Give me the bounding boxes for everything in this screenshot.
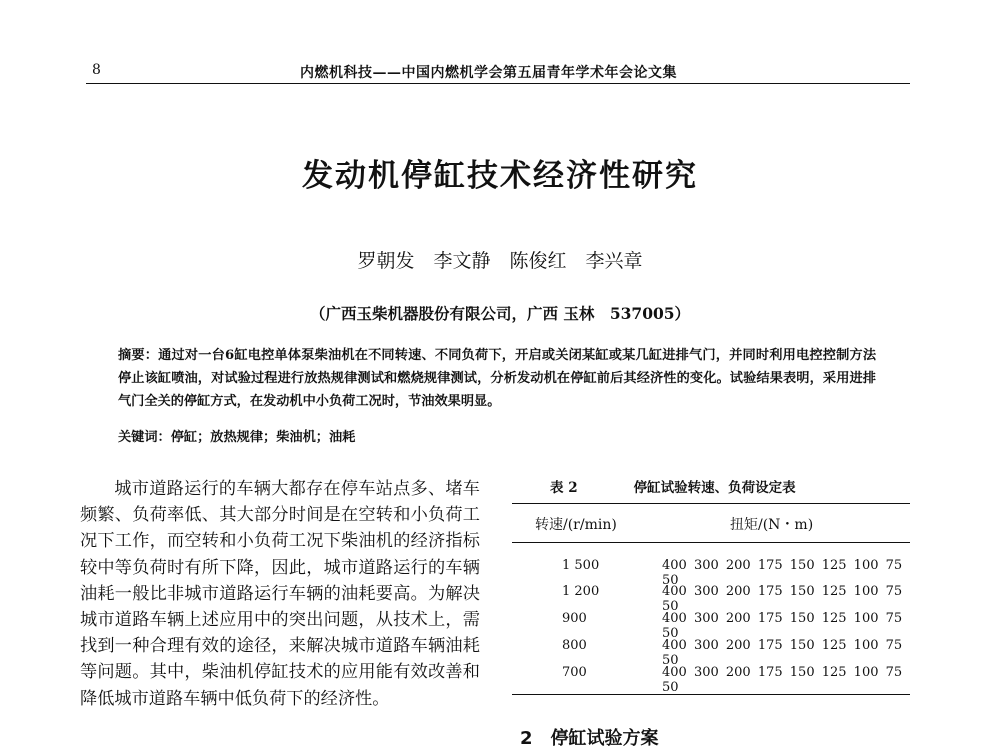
running-header-title: 内燃机科技——中国内燃机学会第五届青年学术年会论文集 <box>300 65 677 81</box>
paper-authors: 罗朝发 李文静 陈俊红 李兴章 <box>357 250 643 272</box>
table-row <box>512 611 910 641</box>
table-cell-torques: 400 300 200 175 150 125 100 75 50 <box>662 665 903 695</box>
paper-title: 发动机停缸技术经济性研究 <box>302 158 698 194</box>
keywords <box>118 426 355 445</box>
table-number: 表 2 <box>550 480 578 496</box>
table-row <box>512 638 910 668</box>
page-number: 8 <box>92 62 101 78</box>
keywords-label: 关键词： <box>118 430 171 445</box>
table-cell-torques: 400 300 200 175 150 125 100 75 50 <box>662 558 903 588</box>
paper-affiliation: （广西玉柴机器股份有限公司，广西 玉林 537005） <box>309 304 691 323</box>
abstract-text: 通过对一台6缸电控单体泵柴油机在不同转速、不同负荷下，开启或关闭某缸或某几缸进排气门，并同时利用电控控制方法停止该缸喷油，对试验过程进行放热规律测试和燃烧规律测试，分析发动机在停缸前后其经济性的变化。试验结果表明，采用进排气门全关的停缸方式，在发动机中小负荷工况时，节油效果明显。 <box>118 348 877 409</box>
table-row <box>512 584 910 614</box>
table-header-rule <box>512 542 910 543</box>
table-cell-torques: 400 300 200 175 150 125 100 75 50 <box>662 611 903 641</box>
table-header-torque: 扭矩/(N・m) <box>730 517 814 533</box>
table-cell-speed: 700 <box>562 665 587 680</box>
table-cell-torques: 400 300 200 175 150 125 100 75 50 <box>662 638 903 668</box>
table-cell-speed: 1 200 <box>562 584 600 599</box>
table-row <box>512 665 910 695</box>
table-caption-text: 停缸试验转速、负荷设定表 <box>633 480 796 496</box>
table-caption <box>550 476 796 496</box>
keywords-text: 停缸；放热规律；柴油机；油耗 <box>170 430 356 445</box>
section-heading: 2 停缸试验方案 <box>520 728 659 749</box>
body-paragraph: 城市道路运行的车辆大都存在停车站点多、堵车频繁、负荷率低、其大部分时间是在空转和小负荷工况下工作，而空转和小负荷工况下柴油机的经济指标较中等负荷时有所下降，因此，城市道路运行的车辆油耗一般比非城市道路运行车辆的油耗要高。为解决城市道路车辆上述应用中的突出问题，从技术上，需找到一种合理有效的途径，来解决城市道路车辆油耗等问题。其中，柴油机停缸技术的应用能有效改善和降低城市道路车辆中低负荷下的经济性。 <box>80 479 480 709</box>
header-rule <box>86 83 910 84</box>
table-bottom-rule <box>512 694 910 695</box>
table-cell-speed: 900 <box>562 611 587 626</box>
table-header-speed: 转速/(r/min) <box>535 517 617 533</box>
table-cell-speed: 800 <box>562 638 587 653</box>
body-column-left <box>80 476 480 712</box>
table-cell-torques: 400 300 200 175 150 125 100 75 50 <box>662 584 903 614</box>
table-top-rule <box>512 503 910 504</box>
table-cell-speed: 1 500 <box>562 558 600 573</box>
table-row <box>512 558 910 588</box>
abstract-label: 摘要： <box>118 348 159 363</box>
abstract <box>118 344 876 413</box>
